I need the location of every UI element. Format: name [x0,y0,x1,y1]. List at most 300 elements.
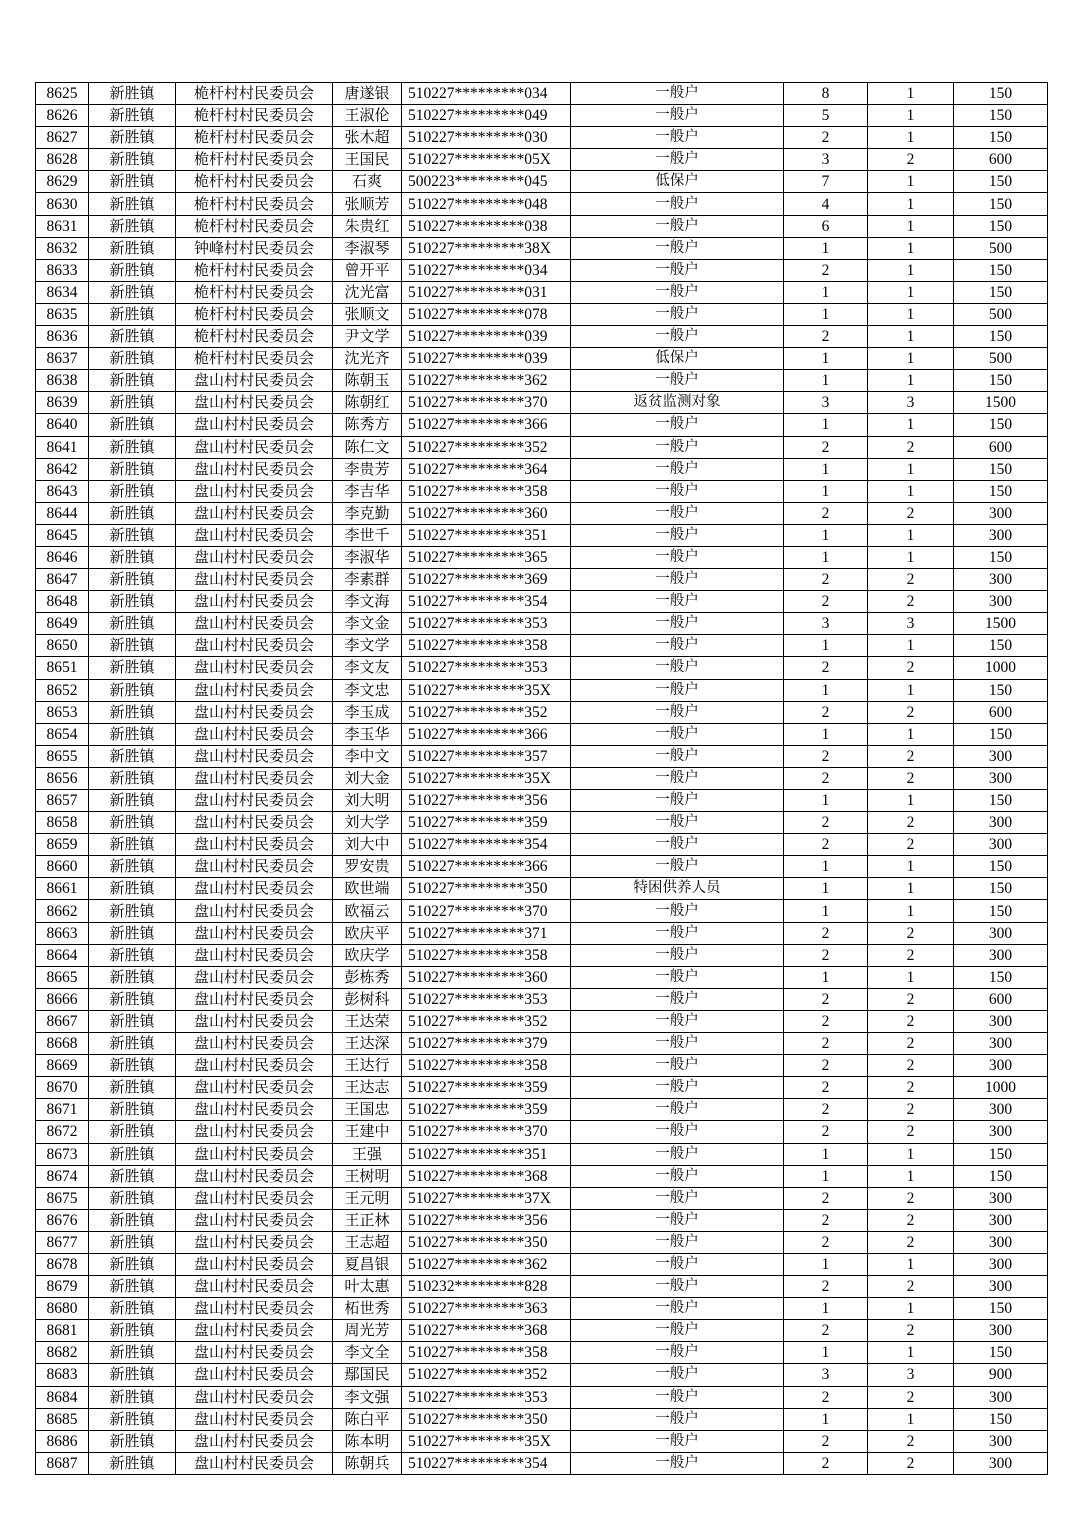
table-row [36,237,1048,259]
name-cell: 陈秀方 [333,414,402,436]
serial-number-cell: 8663 [36,922,89,944]
village-committee-cell: 桅杆村村民委员会 [176,83,333,105]
table-row [36,1253,1048,1275]
serial-number-cell: 8642 [36,458,89,480]
table-row [36,149,1048,171]
name-cell: 李文全 [333,1342,402,1364]
count-cell: 1 [868,635,954,657]
serial-number-cell: 8625 [36,83,89,105]
village-committee-cell: 盘山村村民委员会 [176,1055,333,1077]
serial-number-cell: 8634 [36,281,89,303]
household-size-cell: 2 [784,1452,868,1474]
town-cell: 新胜镇 [89,348,176,370]
household-type-cell: 一般户 [571,326,784,348]
id-number-cell: 510227*********35X [402,1430,571,1452]
id-number-cell: 510227*********039 [402,326,571,348]
table-row [36,392,1048,414]
household-type-cell: 一般户 [571,767,784,789]
id-number-cell: 510227*********352 [402,701,571,723]
town-cell: 新胜镇 [89,1342,176,1364]
name-cell: 朱贵红 [333,215,402,237]
household-size-cell: 2 [784,1055,868,1077]
id-number-cell: 510227*********35X [402,679,571,701]
table-row [36,1452,1048,1474]
serial-number-cell: 8644 [36,502,89,524]
household-size-cell: 2 [784,988,868,1010]
count-cell: 2 [868,1121,954,1143]
count-cell: 1 [868,259,954,281]
town-cell: 新胜镇 [89,701,176,723]
household-size-cell: 1 [784,303,868,325]
town-cell: 新胜镇 [89,502,176,524]
household-size-cell: 1 [784,237,868,259]
household-type-cell: 一般户 [571,812,784,834]
count-cell: 1 [868,171,954,193]
amount-cell: 150 [954,723,1048,745]
household-type-cell: 一般户 [571,922,784,944]
town-cell: 新胜镇 [89,944,176,966]
village-committee-cell: 桅杆村村民委员会 [176,105,333,127]
town-cell: 新胜镇 [89,966,176,988]
id-number-cell: 510227*********358 [402,480,571,502]
table-row [36,812,1048,834]
name-cell: 柘世秀 [333,1298,402,1320]
id-number-cell: 510227*********353 [402,657,571,679]
name-cell: 欧福云 [333,900,402,922]
town-cell: 新胜镇 [89,392,176,414]
name-cell: 李淑华 [333,546,402,568]
count-cell: 1 [868,966,954,988]
household-size-cell: 2 [784,326,868,348]
name-cell: 鄢国民 [333,1364,402,1386]
id-number-cell: 510227*********358 [402,1055,571,1077]
household-type-cell: 一般户 [571,502,784,524]
household-size-cell: 1 [784,1342,868,1364]
household-size-cell: 2 [784,745,868,767]
town-cell: 新胜镇 [89,922,176,944]
table-row [36,546,1048,568]
name-cell: 沈光齐 [333,348,402,370]
name-cell: 石爽 [333,171,402,193]
amount-cell: 300 [954,569,1048,591]
count-cell: 1 [868,546,954,568]
count-cell: 2 [868,657,954,679]
village-committee-cell: 桅杆村村民委员会 [176,259,333,281]
count-cell: 2 [868,502,954,524]
household-type-cell: 一般户 [571,1408,784,1430]
id-number-cell: 510227*********362 [402,370,571,392]
amount-cell: 150 [954,856,1048,878]
table-row [36,745,1048,767]
count-cell: 1 [868,900,954,922]
name-cell: 陈本明 [333,1430,402,1452]
household-size-cell: 1 [784,281,868,303]
serial-number-cell: 8668 [36,1033,89,1055]
amount-cell: 150 [954,1408,1048,1430]
table-row [36,635,1048,657]
village-committee-cell: 盘山村村民委员会 [176,922,333,944]
amount-cell: 300 [954,524,1048,546]
amount-cell: 300 [954,1320,1048,1342]
serial-number-cell: 8648 [36,591,89,613]
name-cell: 李玉成 [333,701,402,723]
serial-number-cell: 8632 [36,237,89,259]
count-cell: 2 [868,1452,954,1474]
amount-cell: 150 [954,878,1048,900]
amount-cell: 150 [954,259,1048,281]
count-cell: 2 [868,988,954,1010]
count-cell: 1 [868,326,954,348]
household-type-cell: 一般户 [571,127,784,149]
household-type-cell: 一般户 [571,480,784,502]
count-cell: 1 [868,856,954,878]
id-number-cell: 510227*********031 [402,281,571,303]
serial-number-cell: 8627 [36,127,89,149]
household-type-cell: 一般户 [571,193,784,215]
serial-number-cell: 8667 [36,1010,89,1032]
count-cell: 1 [868,370,954,392]
amount-cell: 500 [954,348,1048,370]
id-number-cell: 510227*********358 [402,1342,571,1364]
table-row [36,878,1048,900]
amount-cell: 300 [954,1099,1048,1121]
amount-cell: 1500 [954,613,1048,635]
town-cell: 新胜镇 [89,745,176,767]
household-size-cell: 1 [784,878,868,900]
name-cell: 沈光富 [333,281,402,303]
name-cell: 陈朝红 [333,392,402,414]
amount-cell: 150 [954,171,1048,193]
town-cell: 新胜镇 [89,1077,176,1099]
town-cell: 新胜镇 [89,436,176,458]
id-number-cell: 510227*********379 [402,1033,571,1055]
table-row [36,1430,1048,1452]
town-cell: 新胜镇 [89,1231,176,1253]
count-cell: 1 [868,348,954,370]
count-cell: 1 [868,1253,954,1275]
name-cell: 王国民 [333,149,402,171]
amount-cell: 1500 [954,392,1048,414]
town-cell: 新胜镇 [89,1165,176,1187]
name-cell: 王志超 [333,1231,402,1253]
count-cell: 1 [868,303,954,325]
amount-cell: 150 [954,326,1048,348]
serial-number-cell: 8657 [36,790,89,812]
serial-number-cell: 8670 [36,1077,89,1099]
name-cell: 李克勤 [333,502,402,524]
serial-number-cell: 8630 [36,193,89,215]
name-cell: 刘大金 [333,767,402,789]
serial-number-cell: 8674 [36,1165,89,1187]
village-committee-cell: 盘山村村民委员会 [176,1320,333,1342]
name-cell: 张顺文 [333,303,402,325]
village-committee-cell: 盘山村村民委员会 [176,657,333,679]
id-number-cell: 510227*********360 [402,966,571,988]
count-cell: 1 [868,215,954,237]
table-row [36,458,1048,480]
town-cell: 新胜镇 [89,613,176,635]
household-type-cell: 低保户 [571,348,784,370]
table-row [36,303,1048,325]
household-type-cell: 一般户 [571,745,784,767]
town-cell: 新胜镇 [89,767,176,789]
count-cell: 2 [868,1099,954,1121]
name-cell: 李文强 [333,1386,402,1408]
name-cell: 李文金 [333,613,402,635]
table-row [36,171,1048,193]
amount-cell: 150 [954,900,1048,922]
id-number-cell: 510227*********350 [402,878,571,900]
table-row [36,988,1048,1010]
household-type-cell: 一般户 [571,834,784,856]
household-type-cell: 一般户 [571,900,784,922]
household-type-cell: 一般户 [571,436,784,458]
household-type-cell: 一般户 [571,524,784,546]
household-type-cell: 一般户 [571,1386,784,1408]
household-type-cell: 一般户 [571,105,784,127]
count-cell: 2 [868,1209,954,1231]
serial-number-cell: 8680 [36,1298,89,1320]
serial-number-cell: 8647 [36,569,89,591]
town-cell: 新胜镇 [89,569,176,591]
table-row [36,856,1048,878]
village-committee-cell: 盘山村村民委员会 [176,546,333,568]
name-cell: 王淑伦 [333,105,402,127]
town-cell: 新胜镇 [89,635,176,657]
count-cell: 2 [868,1187,954,1209]
town-cell: 新胜镇 [89,1187,176,1209]
village-committee-cell: 桅杆村村民委员会 [176,303,333,325]
household-type-cell: 一般户 [571,546,784,568]
household-type-cell: 一般户 [571,1033,784,1055]
table-row [36,1099,1048,1121]
amount-cell: 150 [954,1143,1048,1165]
amount-cell: 300 [954,1010,1048,1032]
count-cell: 1 [868,193,954,215]
count-cell: 3 [868,613,954,635]
id-number-cell: 510227*********38X [402,237,571,259]
village-committee-cell: 盘山村村民委员会 [176,1099,333,1121]
serial-number-cell: 8676 [36,1209,89,1231]
table-row [36,259,1048,281]
village-committee-cell: 盘山村村民委员会 [176,856,333,878]
town-cell: 新胜镇 [89,149,176,171]
name-cell: 李文学 [333,635,402,657]
table-row [36,569,1048,591]
id-number-cell: 510227*********352 [402,436,571,458]
household-type-cell: 一般户 [571,856,784,878]
name-cell: 李吉华 [333,480,402,502]
village-committee-cell: 盘山村村民委员会 [176,1165,333,1187]
town-cell: 新胜镇 [89,1209,176,1231]
serial-number-cell: 8679 [36,1276,89,1298]
name-cell: 彭栋秀 [333,966,402,988]
household-type-cell: 特困供养人员 [571,878,784,900]
household-type-cell: 返贫监测对象 [571,392,784,414]
village-committee-cell: 桅杆村村民委员会 [176,127,333,149]
id-number-cell: 510227*********078 [402,303,571,325]
id-number-cell: 510227*********359 [402,1077,571,1099]
household-size-cell: 1 [784,348,868,370]
table-row [36,1276,1048,1298]
serial-number-cell: 8638 [36,370,89,392]
amount-cell: 300 [954,1055,1048,1077]
household-type-cell: 一般户 [571,635,784,657]
household-size-cell: 5 [784,105,868,127]
village-committee-cell: 桅杆村村民委员会 [176,193,333,215]
village-committee-cell: 盘山村村民委员会 [176,458,333,480]
table-row [36,657,1048,679]
serial-number-cell: 8671 [36,1099,89,1121]
town-cell: 新胜镇 [89,856,176,878]
household-size-cell: 2 [784,834,868,856]
amount-cell: 300 [954,1276,1048,1298]
household-type-cell: 一般户 [571,237,784,259]
table-row [36,281,1048,303]
village-committee-cell: 盘山村村民委员会 [176,1364,333,1386]
count-cell: 1 [868,679,954,701]
id-number-cell: 510227*********354 [402,591,571,613]
household-size-cell: 1 [784,723,868,745]
name-cell: 王正林 [333,1209,402,1231]
village-committee-cell: 盘山村村民委员会 [176,502,333,524]
village-committee-cell: 盘山村村民委员会 [176,878,333,900]
household-size-cell: 1 [784,370,868,392]
serial-number-cell: 8661 [36,878,89,900]
name-cell: 李淑琴 [333,237,402,259]
serial-number-cell: 8678 [36,1253,89,1275]
household-type-cell: 一般户 [571,1121,784,1143]
serial-number-cell: 8682 [36,1342,89,1364]
serial-number-cell: 8650 [36,635,89,657]
serial-number-cell: 8659 [36,834,89,856]
name-cell: 唐遂银 [333,83,402,105]
amount-cell: 300 [954,812,1048,834]
name-cell: 彭树科 [333,988,402,1010]
table-row [36,1055,1048,1077]
id-number-cell: 510227*********362 [402,1253,571,1275]
village-committee-cell: 盘山村村民委员会 [176,613,333,635]
name-cell: 欧庆平 [333,922,402,944]
count-cell: 1 [868,1298,954,1320]
id-number-cell: 510227*********030 [402,127,571,149]
serial-number-cell: 8669 [36,1055,89,1077]
town-cell: 新胜镇 [89,790,176,812]
village-committee-cell: 盘山村村民委员会 [176,1231,333,1253]
serial-number-cell: 8656 [36,767,89,789]
serial-number-cell: 8687 [36,1452,89,1474]
household-type-cell: 一般户 [571,988,784,1010]
id-number-cell: 510227*********353 [402,1386,571,1408]
serial-number-cell: 8626 [36,105,89,127]
amount-cell: 600 [954,149,1048,171]
id-number-cell: 510227*********366 [402,723,571,745]
village-committee-cell: 盘山村村民委员会 [176,767,333,789]
town-cell: 新胜镇 [89,1452,176,1474]
serial-number-cell: 8658 [36,812,89,834]
town-cell: 新胜镇 [89,1033,176,1055]
village-committee-cell: 盘山村村民委员会 [176,790,333,812]
amount-cell: 900 [954,1364,1048,1386]
serial-number-cell: 8635 [36,303,89,325]
amount-cell: 300 [954,1452,1048,1474]
id-number-cell: 510227*********365 [402,546,571,568]
name-cell: 刘大明 [333,790,402,812]
village-committee-cell: 盘山村村民委员会 [176,1121,333,1143]
amount-cell: 1000 [954,657,1048,679]
table-row [36,1187,1048,1209]
household-size-cell: 2 [784,1276,868,1298]
id-number-cell: 510227*********368 [402,1165,571,1187]
name-cell: 曾开平 [333,259,402,281]
household-type-cell: 一般户 [571,1010,784,1032]
id-number-cell: 510227*********352 [402,1010,571,1032]
table-row [36,922,1048,944]
serial-number-cell: 8686 [36,1430,89,1452]
table-row [36,215,1048,237]
name-cell: 王达行 [333,1055,402,1077]
amount-cell: 500 [954,303,1048,325]
serial-number-cell: 8629 [36,171,89,193]
serial-number-cell: 8643 [36,480,89,502]
town-cell: 新胜镇 [89,1143,176,1165]
household-size-cell: 2 [784,569,868,591]
household-size-cell: 1 [784,679,868,701]
amount-cell: 150 [954,1165,1048,1187]
town-cell: 新胜镇 [89,546,176,568]
id-number-cell: 510232*********828 [402,1276,571,1298]
town-cell: 新胜镇 [89,1364,176,1386]
table-row [36,193,1048,215]
amount-cell: 300 [954,922,1048,944]
town-cell: 新胜镇 [89,281,176,303]
id-number-cell: 510227*********350 [402,1231,571,1253]
amount-cell: 150 [954,83,1048,105]
village-committee-cell: 盘山村村民委员会 [176,1143,333,1165]
village-committee-cell: 盘山村村民委员会 [176,701,333,723]
amount-cell: 300 [954,1231,1048,1253]
serial-number-cell: 8675 [36,1187,89,1209]
household-size-cell: 2 [784,1121,868,1143]
town-cell: 新胜镇 [89,193,176,215]
table-row [36,480,1048,502]
town-cell: 新胜镇 [89,524,176,546]
household-size-cell: 2 [784,127,868,149]
name-cell: 张顺芳 [333,193,402,215]
data-table [35,82,1048,1475]
serial-number-cell: 8641 [36,436,89,458]
table-row [36,701,1048,723]
count-cell: 2 [868,1320,954,1342]
table-row [36,723,1048,745]
household-size-cell: 7 [784,171,868,193]
serial-number-cell: 8673 [36,1143,89,1165]
village-committee-cell: 盘山村村民委员会 [176,370,333,392]
name-cell: 李世千 [333,524,402,546]
table-row [36,1143,1048,1165]
village-committee-cell: 盘山村村民委员会 [176,1010,333,1032]
count-cell: 1 [868,458,954,480]
town-cell: 新胜镇 [89,1055,176,1077]
count-cell: 1 [868,790,954,812]
household-type-cell: 一般户 [571,370,784,392]
table-row [36,83,1048,105]
table-row [36,944,1048,966]
name-cell: 陈朝兵 [333,1452,402,1474]
table-row [36,524,1048,546]
household-type-cell: 一般户 [571,1165,784,1187]
serial-number-cell: 8684 [36,1386,89,1408]
